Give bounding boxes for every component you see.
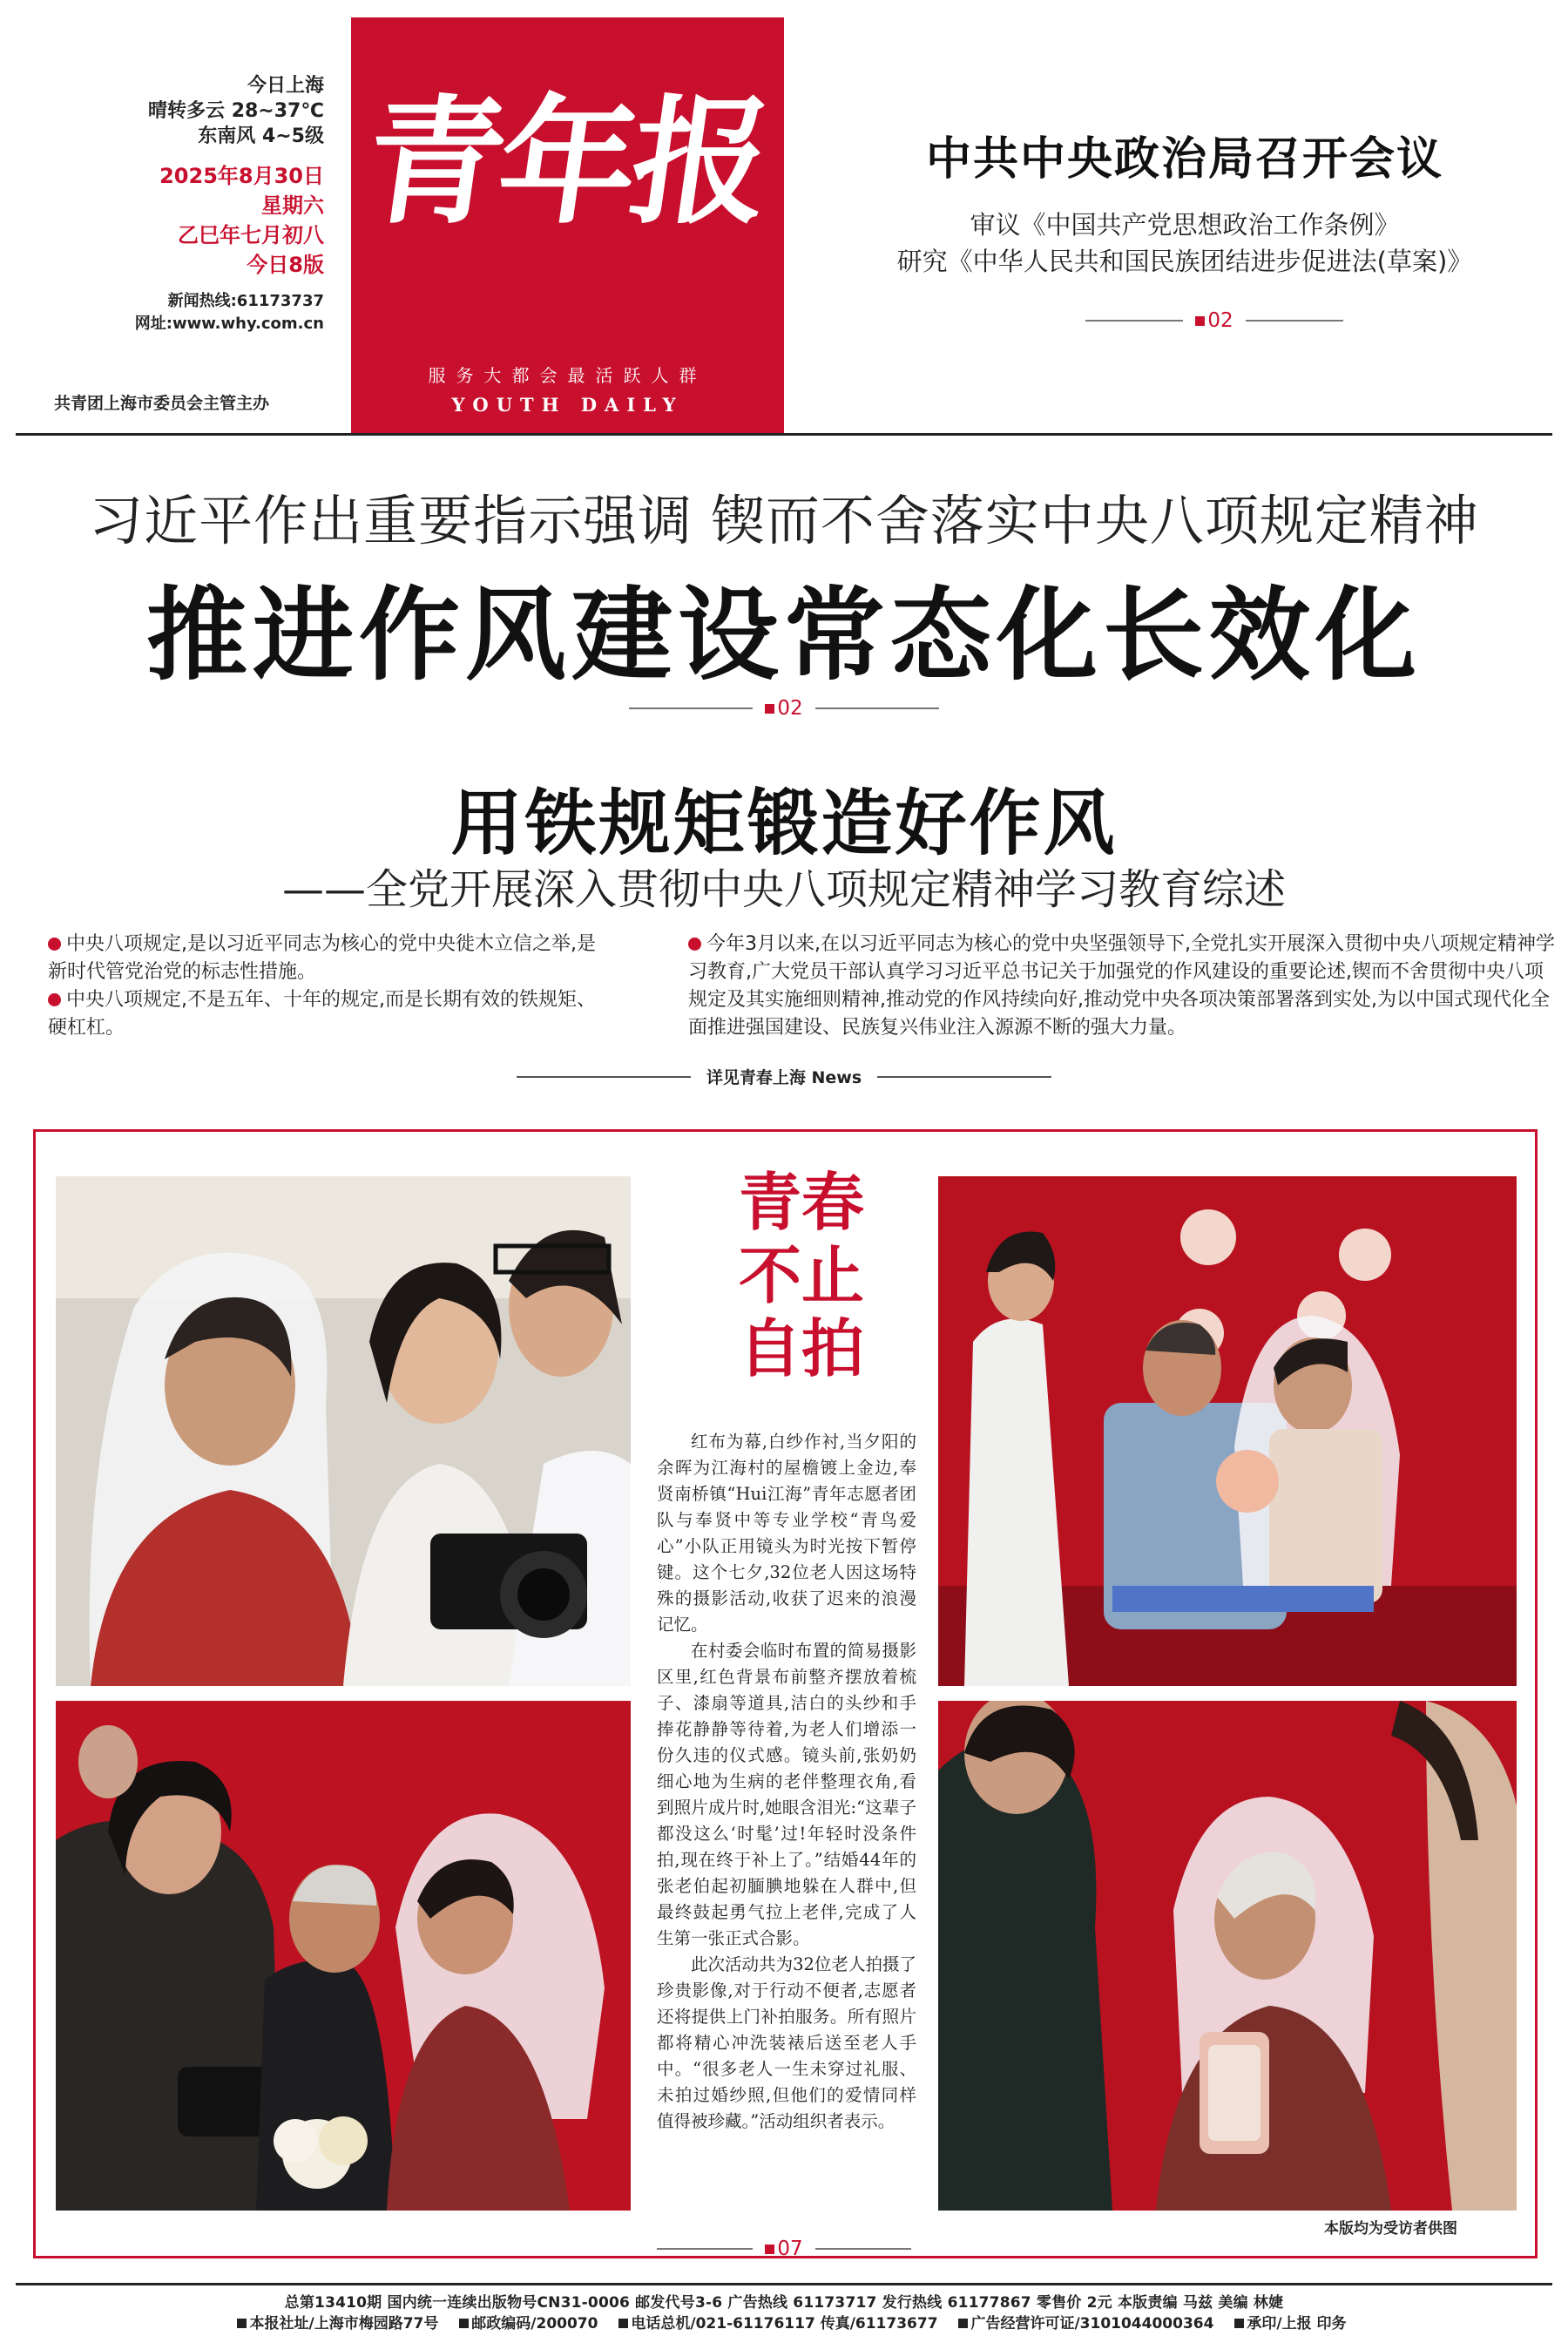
issue-lunar-date: 乙巳年七月初八	[178, 223, 324, 247]
feature-paragraph: 红布为幕,白纱作衬,当夕阳的余晖为江海村的屋檐镀上金边,奉贤南桥镇“Hui江海”青年志愿者团队与奉贤中等专业学校“青鸟爱心”小队正用镜头为时光按下暂停键。这个七夕,32位老人因这场特殊的摄影活动,收获了迟来的浪漫记忆。	[657, 1432, 916, 1635]
weather-city: 今日上海	[247, 75, 324, 97]
publisher-line: 共青团上海市委员会主管主办	[54, 394, 270, 413]
photo-credit: 本版均为受访者供图	[1324, 2220, 1457, 2238]
feature-body	[657, 1429, 916, 2135]
photo-grandma-phone-shot	[938, 1701, 1517, 2211]
feature-paragraph: 此次活动共为32位老人拍摄了珍贵影像,对于行动不便者,志愿者还将提供上门补拍服务。所有照片都将精心冲洗装裱后送至老人手中。“很多老人一生未穿过礼服、未拍过婚纱照,但他们的爱情同样值得被珍藏。”活动组织者表示。	[657, 1954, 916, 2131]
lead-subhead2: ——全党开展深入贯彻中央八项规定精神学习教育综述	[281, 865, 1286, 914]
logo-text: 青年报	[355, 82, 776, 243]
feature-paragraph: 在村委会临时布置的简易摄影区里,红色背景布前整齐摆放着梳子、漆扇等道具,洁白的头纱和手捧花静静等待着,为老人们增添一份久违的仪式感。镜头前,张奶奶细心地为生病的老伴整理衣角,看到照片成片时,她眼含泪光:“这辈子都没这么‘时髦’过!年轻时没条件拍,现在终于补上了。”结婚44年的张老伯起初腼腆地躲在人群中,但最终鼓起勇气拉上老伴,完成了人生第一张正式合影。	[657, 1641, 916, 1948]
see-more-link[interactable]: 详见青春上海 News	[514, 1065, 1054, 1088]
red-dot-icon	[688, 938, 701, 951]
summary-left: 中央八项规定,是以习近平同志为核心的党中央徙木立信之举,是新时代管党治党的标志性措施。 中央八项规定,不是五年、十年的规定,而是长期有效的铁规矩、硬杠杠。	[48, 933, 596, 1039]
black-square-icon	[459, 2319, 469, 2328]
lead-subhead: 用铁规矩锻造好作风	[450, 782, 1118, 865]
feature-title: 青春 不止 自拍	[738, 1165, 864, 1385]
footer-contact-info: 本报社址/上海市梅园路77号 邮政编码/200070 电话总机/021-61176117 传真/61173677 广告经营许可证/3101044000364 承印/上报 印务	[0, 2311, 1568, 2333]
summary-right: 今年3月以来,在以习近平同志为核心的党中央坚强领导下,全党扎实开展深入贯彻中央八项规定精神学习教育,广大党员干部认真学习习近平总书记关于加强党的作风建设的重要论述,锲而不舍贯彻中央八项规定及其实施细则精神,推动党的作风持续向好,推动党中央各项决策部署落到实处,为以中国式现代化全面推进强国建设、民族复兴伟业注入源源不断的强大力量。	[688, 933, 1555, 1039]
red-square-icon	[765, 2245, 774, 2254]
red-square-icon	[765, 704, 774, 714]
red-square-icon	[1195, 316, 1205, 326]
black-square-icon	[1234, 2319, 1244, 2328]
weather-wind: 东南风 4~5级	[198, 125, 324, 147]
red-dot-icon	[48, 993, 61, 1006]
lead-kicker: 习近平作出重要指示强调 锲而不舍落实中央八项规定精神	[89, 489, 1479, 552]
news-hotline: 新闻热线:61173737	[167, 292, 324, 310]
top-story-headline: 中共中央政治局召开会议	[925, 133, 1443, 186]
top-story-sub2: 研究《中华人民共和国民族团结进步促进法(草案)》	[896, 247, 1473, 276]
black-square-icon	[237, 2319, 247, 2328]
top-story	[845, 122, 1524, 280]
website: 网址:www.why.com.cn	[134, 315, 324, 333]
top-story-sub1: 审议《中国共产党思想政治工作条例》	[970, 210, 1400, 240]
issue-weekday: 星期六	[261, 193, 324, 218]
weather-temp: 晴转多云 28~37℃	[148, 100, 324, 122]
logo-english-name: YOUTH DAILY	[451, 394, 684, 416]
black-square-icon	[618, 2319, 628, 2328]
black-square-icon	[958, 2319, 968, 2328]
masthead-info	[52, 73, 324, 335]
photo-couple-with-fans	[938, 1176, 1517, 1686]
issue-page-count: 今日8版	[247, 253, 324, 277]
photo-bride-viewing-camera	[56, 1176, 631, 1686]
masthead-divider	[16, 433, 1552, 436]
footer-issue-info: 总第13410期 国内统一连续出版物号CN31-0006 邮发代号3-6 广告热线 61173717 发行热线 61177867 零售价 2元 本版责编 马兹 美编 林婕	[284, 2294, 1284, 2312]
newspaper-logo	[351, 17, 784, 433]
red-dot-icon	[48, 938, 61, 951]
logo-slogan: 服务大都会最活跃人群	[428, 365, 707, 386]
photo-couple-with-bouquet	[56, 1701, 631, 2211]
lead-page-ref[interactable]: 02	[629, 697, 939, 720]
top-story-page-ref[interactable]: 02	[1033, 309, 1396, 332]
footer-divider	[16, 2283, 1552, 2285]
feature-page-ref[interactable]: 07	[645, 2238, 923, 2260]
issue-date: 2025年8月30日	[159, 164, 324, 188]
lead-headline: 推进作风建设常态化长效化	[146, 577, 1422, 694]
